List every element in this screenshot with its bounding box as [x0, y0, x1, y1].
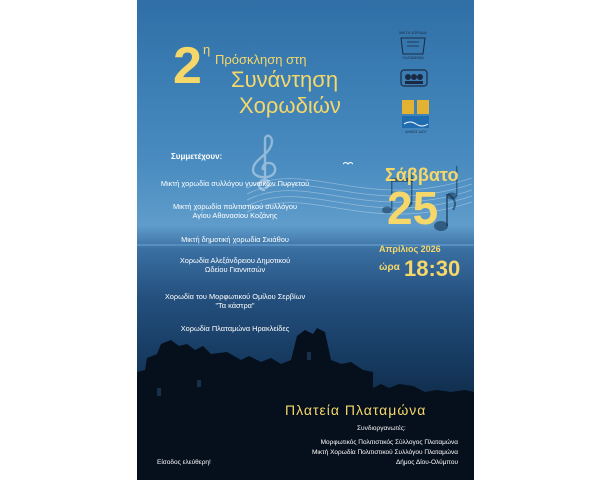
- venue: Πλατεία Πλαταμώνα: [285, 402, 427, 418]
- participants-heading: Συμμετέχουν:: [171, 152, 223, 161]
- event-month-year: Απρίλιος 2026: [379, 244, 441, 254]
- free-entry-note: Είσοδος ελεύθερη!: [157, 459, 211, 466]
- svg-text:ΠΛΑΤΑΜΩΝΑ: ΠΛΑΤΑΜΩΝΑ: [402, 56, 424, 60]
- event-time: 18:30: [404, 256, 461, 281]
- organizer-item: Δήμος Δίου-Ολύμπου: [395, 459, 458, 466]
- participant-line: Μικτή δημοτική χορωδία Σκιάθου: [181, 235, 289, 244]
- participant-item: [137, 235, 333, 244]
- participant-line: "Τα κάστρα": [215, 301, 255, 310]
- svg-text:ΜΙΚΤΗ ΧΟΡΩΔΙΑ: ΜΙΚΤΗ ΧΟΡΩΔΙΑ: [399, 31, 427, 35]
- society-logo: [399, 66, 429, 90]
- event-time-label: ώρα: [379, 262, 400, 273]
- participant-line: Αγίου Αθανασίου Κοζάνης: [192, 211, 278, 220]
- title-line-3: Χορωδιών: [239, 93, 341, 118]
- organizer-item: Μορφωτικός Πολιτιστικός Σύλλογος Πλαταμώνα: [320, 439, 458, 446]
- event-date: 25: [387, 182, 439, 234]
- organizer-item: Μικτή Χορωδία Πολιτιστικού Συλλόγου Πλαταμώνα: [312, 449, 458, 456]
- participant-item: [137, 256, 333, 274]
- organizers-heading: Συνδιοργανωτές:: [357, 425, 406, 432]
- participant-item: [137, 292, 333, 310]
- choir-logo: [393, 28, 433, 60]
- participant-item: [137, 324, 333, 333]
- seagull-icon: [343, 161, 353, 167]
- participant-line: Χορωδία Αλεξάνδρειου Δημοτικού: [179, 256, 291, 265]
- svg-text:ΔΗΜΟΣ ΔΙΟΥ: ΔΗΜΟΣ ΔΙΟΥ: [405, 130, 427, 134]
- edition-superscript: η: [203, 42, 211, 57]
- event-day: Σάββατο: [385, 165, 459, 185]
- edition-number: 2: [173, 37, 202, 95]
- participant-line: Ωδείου Γιαννιτσών: [204, 265, 266, 274]
- municipality-logo: [400, 98, 432, 134]
- participant-item: [137, 202, 333, 220]
- title-line-2: Συνάντηση: [231, 67, 339, 92]
- participant-line: Χορωδία του Μορφωτικού Ομίλου Σερβίων: [164, 292, 306, 301]
- participant-item: [137, 179, 333, 188]
- participant-line: Μικτή χορωδία συλλόγου γυναικών Πυργετού: [160, 179, 310, 188]
- participant-line: Μικτή χορωδία πολιτιστικού συλλόγου: [172, 202, 298, 211]
- title-line-1: Πρόσκληση στη: [215, 52, 307, 67]
- poster: [137, 0, 474, 480]
- participant-line: Χορωδία Πλαταμώνα Ηρακλείδες: [180, 324, 290, 333]
